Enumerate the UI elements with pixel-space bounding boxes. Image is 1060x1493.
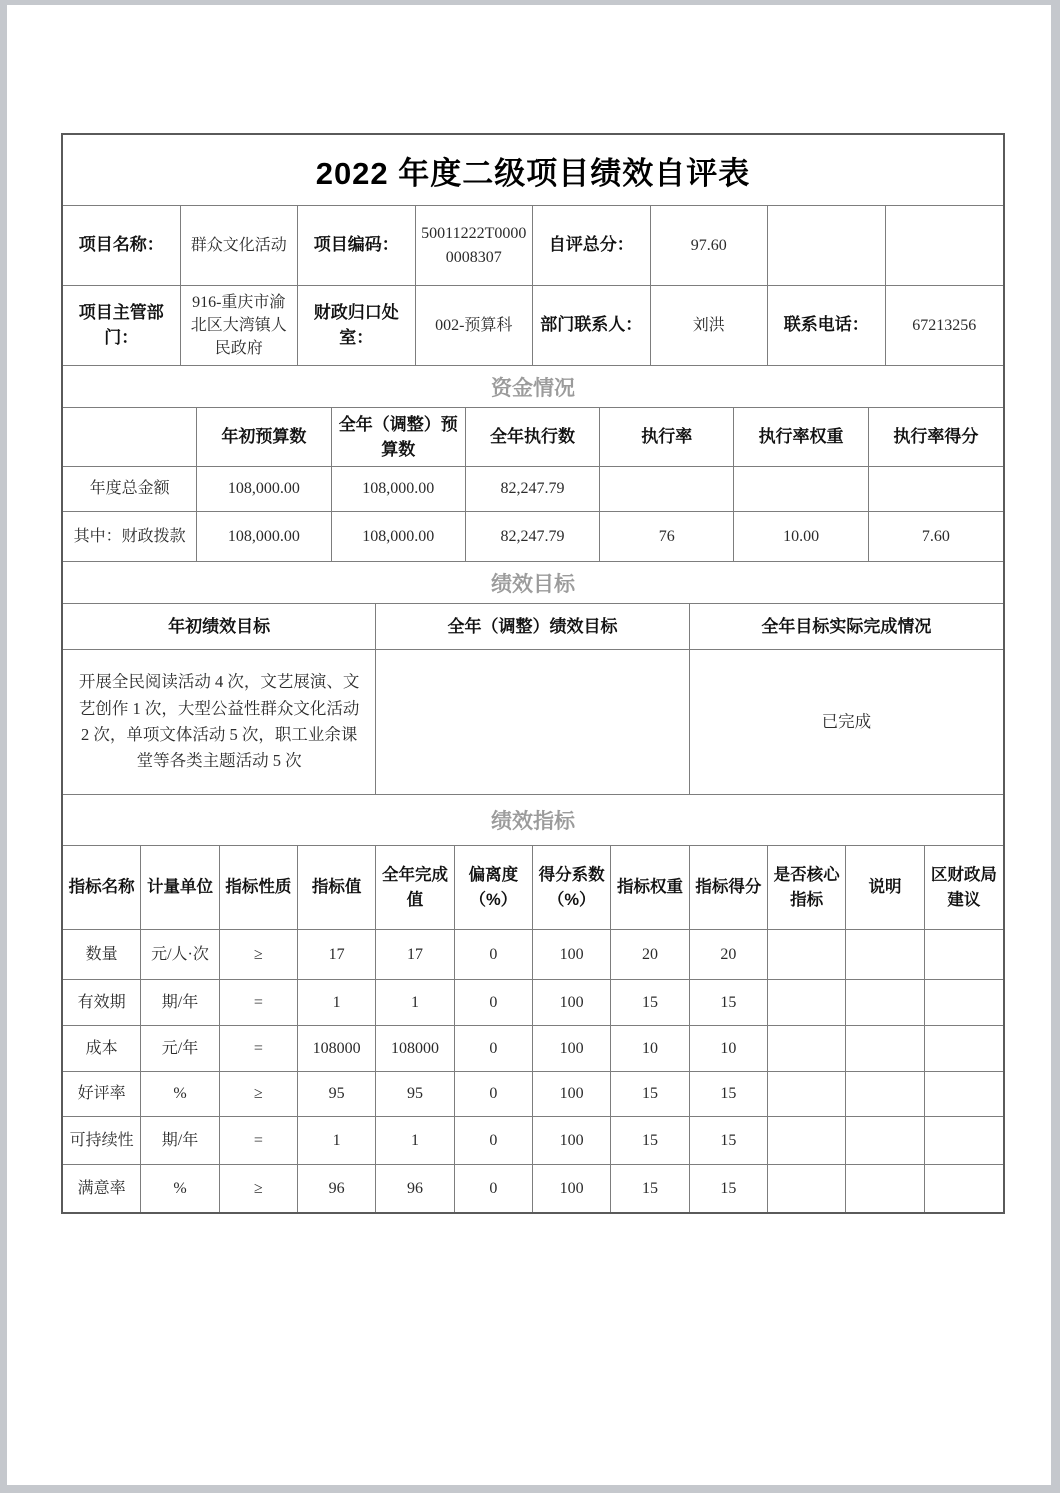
indicator-cell: 1 — [376, 980, 454, 1026]
indicator-cell — [846, 1072, 924, 1117]
title-row — [63, 135, 1003, 206]
funds-cell: 76 — [600, 512, 734, 562]
funds-header-cell: 全年（调整）预算数 — [332, 408, 466, 467]
self-score-label: 自评总分： — [533, 206, 651, 286]
indicator-cell: 数量 — [63, 930, 141, 980]
funds-header-cell: 执行率 — [600, 408, 734, 467]
indicator-cell: 1 — [298, 980, 376, 1026]
adjusted-goal-cell — [376, 650, 689, 795]
contact-phone-label: 联系电话： — [768, 286, 886, 366]
indicator-cell: 96 — [298, 1165, 376, 1212]
contact-person-label: 部门联系人： — [533, 286, 651, 366]
indicator-cell: ≥ — [220, 1072, 298, 1117]
goals-section-title: 绩效目标 — [491, 572, 575, 596]
indicator-cell: 期/年 — [141, 1117, 219, 1165]
indicator-cell: 15 — [690, 980, 768, 1026]
indicator-cell — [768, 930, 846, 980]
indicator-cell: 1 — [298, 1117, 376, 1165]
indicator-cell: 15 — [611, 980, 689, 1026]
indicator-cell — [768, 1072, 846, 1117]
funds-cell: 82,247.79 — [466, 512, 600, 562]
indicator-cell: 17 — [298, 930, 376, 980]
indicator-cell: 10 — [611, 1026, 689, 1072]
indicator-cell: 15 — [690, 1117, 768, 1165]
indicator-cell — [768, 1026, 846, 1072]
indicator-header-cell: 全年完成值 — [376, 846, 454, 930]
indicator-cell: 元/年 — [141, 1026, 219, 1072]
funds-cell: 108,000.00 — [332, 467, 466, 512]
indicator-cell — [846, 1026, 924, 1072]
indicator-cell: 20 — [690, 930, 768, 980]
finance-office-label: 财政归口处室： — [298, 286, 416, 366]
indicator-cell — [925, 980, 1003, 1026]
indicator-cell — [925, 1117, 1003, 1165]
indicator-cell — [768, 1165, 846, 1212]
project-name-label: 项目名称： — [63, 206, 181, 286]
indicator-cell — [768, 1117, 846, 1165]
goals-header-cell: 年初绩效目标 — [63, 604, 376, 650]
indicator-cell: 100 — [533, 980, 611, 1026]
finance-office-value: 002-预算科 — [416, 286, 534, 366]
indicator-cell: 100 — [533, 1072, 611, 1117]
indicator-cell: 0 — [455, 1117, 533, 1165]
funds-header-cell: 年初预算数 — [197, 408, 331, 467]
funds-header-cell: 执行率权重 — [734, 408, 868, 467]
supervisor-dept-label: 项目主管部门： — [63, 286, 181, 366]
indicators-section-title: 绩效指标 — [491, 810, 575, 833]
goals-section-row — [63, 562, 1003, 604]
indicator-header-cell: 指标得分 — [690, 846, 768, 930]
indicator-cell: 15 — [690, 1072, 768, 1117]
goal-completion-cell: 已完成 — [690, 650, 1003, 795]
indicator-header-cell: 计量单位 — [141, 846, 219, 930]
indicator-cell: 0 — [455, 980, 533, 1026]
funds-header-cell: 执行率得分 — [869, 408, 1003, 467]
indicator-cell: % — [141, 1165, 219, 1212]
indicator-cell: 好评率 — [63, 1072, 141, 1117]
funds-cell — [600, 467, 734, 512]
goals-table — [63, 604, 1003, 795]
indicator-cell: 有效期 — [63, 980, 141, 1026]
funds-cell: 108,000.00 — [197, 467, 331, 512]
indicator-cell: 96 — [376, 1165, 454, 1212]
indicators-section-row — [63, 795, 1003, 846]
indicator-cell: 可持续性 — [63, 1117, 141, 1165]
funds-cell — [869, 467, 1003, 512]
indicator-cell: 15 — [611, 1117, 689, 1165]
indicator-cell: 0 — [455, 1165, 533, 1212]
indicator-cell: 满意率 — [63, 1165, 141, 1212]
indicator-cell: 108000 — [298, 1026, 376, 1072]
contact-person-value: 刘洪 — [651, 286, 769, 366]
indicator-cell: 10 — [690, 1026, 768, 1072]
indicator-cell: ≥ — [220, 1165, 298, 1212]
indicator-header-cell: 说明 — [846, 846, 924, 930]
indicator-cell: 100 — [533, 930, 611, 980]
indicator-cell: 95 — [298, 1072, 376, 1117]
indicator-cell: 17 — [376, 930, 454, 980]
indicator-cell: 100 — [533, 1117, 611, 1165]
indicator-header-cell: 指标名称 — [63, 846, 141, 930]
funds-cell: 108,000.00 — [197, 512, 331, 562]
funds-cell: 年度总金额 — [63, 467, 197, 512]
indicator-cell: 0 — [455, 1026, 533, 1072]
funds-cell: 其中：财政拨款 — [63, 512, 197, 562]
indicator-cell: 0 — [455, 930, 533, 980]
funds-cell: 7.60 — [869, 512, 1003, 562]
indicator-header-cell: 指标权重 — [611, 846, 689, 930]
self-evaluation-table — [61, 133, 1005, 1214]
report-title: 2022 年度二级项目绩效自评表 — [315, 155, 751, 191]
indicator-header-cell: 偏离度（%） — [455, 846, 533, 930]
indicator-header-cell: 指标性质 — [220, 846, 298, 930]
indicator-cell: 108000 — [376, 1026, 454, 1072]
indicator-header-cell: 区财政局建议 — [925, 846, 1003, 930]
indicator-cell — [846, 980, 924, 1026]
indicator-cell: 1 — [376, 1117, 454, 1165]
project-info-table — [63, 206, 1003, 366]
funds-header-cell — [63, 408, 197, 467]
contact-phone-value: 67213256 — [886, 286, 1004, 366]
indicator-cell: 成本 — [63, 1026, 141, 1072]
indicator-cell: = — [220, 1026, 298, 1072]
empty-cell — [768, 206, 886, 286]
project-name-value: 群众文化活动 — [181, 206, 299, 286]
indicator-cell — [925, 1026, 1003, 1072]
funds-cell: 108,000.00 — [332, 512, 466, 562]
funds-cell: 10.00 — [734, 512, 868, 562]
indicator-cell — [846, 1117, 924, 1165]
indicator-cell: 15 — [611, 1072, 689, 1117]
indicator-cell: 95 — [376, 1072, 454, 1117]
indicators-table — [63, 846, 1003, 1212]
indicator-header-cell: 是否核心指标 — [768, 846, 846, 930]
indicator-cell: 15 — [690, 1165, 768, 1212]
indicator-cell: 期/年 — [141, 980, 219, 1026]
indicator-cell: 15 — [611, 1165, 689, 1212]
indicator-cell: % — [141, 1072, 219, 1117]
indicator-cell — [925, 1165, 1003, 1212]
project-code-label: 项目编码： — [298, 206, 416, 286]
supervisor-dept-value: 916-重庆市渝北区大湾镇人民政府 — [181, 286, 299, 366]
indicator-cell: 100 — [533, 1165, 611, 1212]
indicator-cell — [846, 1165, 924, 1212]
indicator-cell: = — [220, 980, 298, 1026]
project-code-value: 50011222T00000008307 — [416, 206, 534, 286]
empty-cell — [886, 206, 1004, 286]
indicator-cell — [925, 930, 1003, 980]
indicator-cell: 0 — [455, 1072, 533, 1117]
initial-goal-cell: 开展全民阅读活动 4 次，文艺展演、文艺创作 1 次，大型公益性群众文化活动 2 次，单项文体活动 5 次，职工业余课堂等各类主题活动 5 次 — [63, 650, 376, 795]
goals-header-cell: 全年目标实际完成情况 — [690, 604, 1003, 650]
indicator-header-cell: 得分系数（%） — [533, 846, 611, 930]
funds-cell: 82,247.79 — [466, 467, 600, 512]
self-score-value: 97.60 — [651, 206, 769, 286]
indicator-cell — [768, 980, 846, 1026]
indicator-header-cell: 指标值 — [298, 846, 376, 930]
funds-header-cell: 全年执行数 — [466, 408, 600, 467]
funds-section-row — [63, 366, 1003, 408]
document-page — [7, 5, 1051, 1485]
funds-table — [63, 408, 1003, 562]
indicator-cell: 元/人·次 — [141, 930, 219, 980]
goals-header-cell: 全年（调整）绩效目标 — [376, 604, 689, 650]
indicator-cell: 100 — [533, 1026, 611, 1072]
indicator-cell: 20 — [611, 930, 689, 980]
funds-cell — [734, 467, 868, 512]
indicator-cell: ≥ — [220, 930, 298, 980]
indicator-cell — [925, 1072, 1003, 1117]
funds-section-title: 资金情况 — [491, 376, 575, 400]
indicator-cell: = — [220, 1117, 298, 1165]
indicator-cell — [846, 930, 924, 980]
